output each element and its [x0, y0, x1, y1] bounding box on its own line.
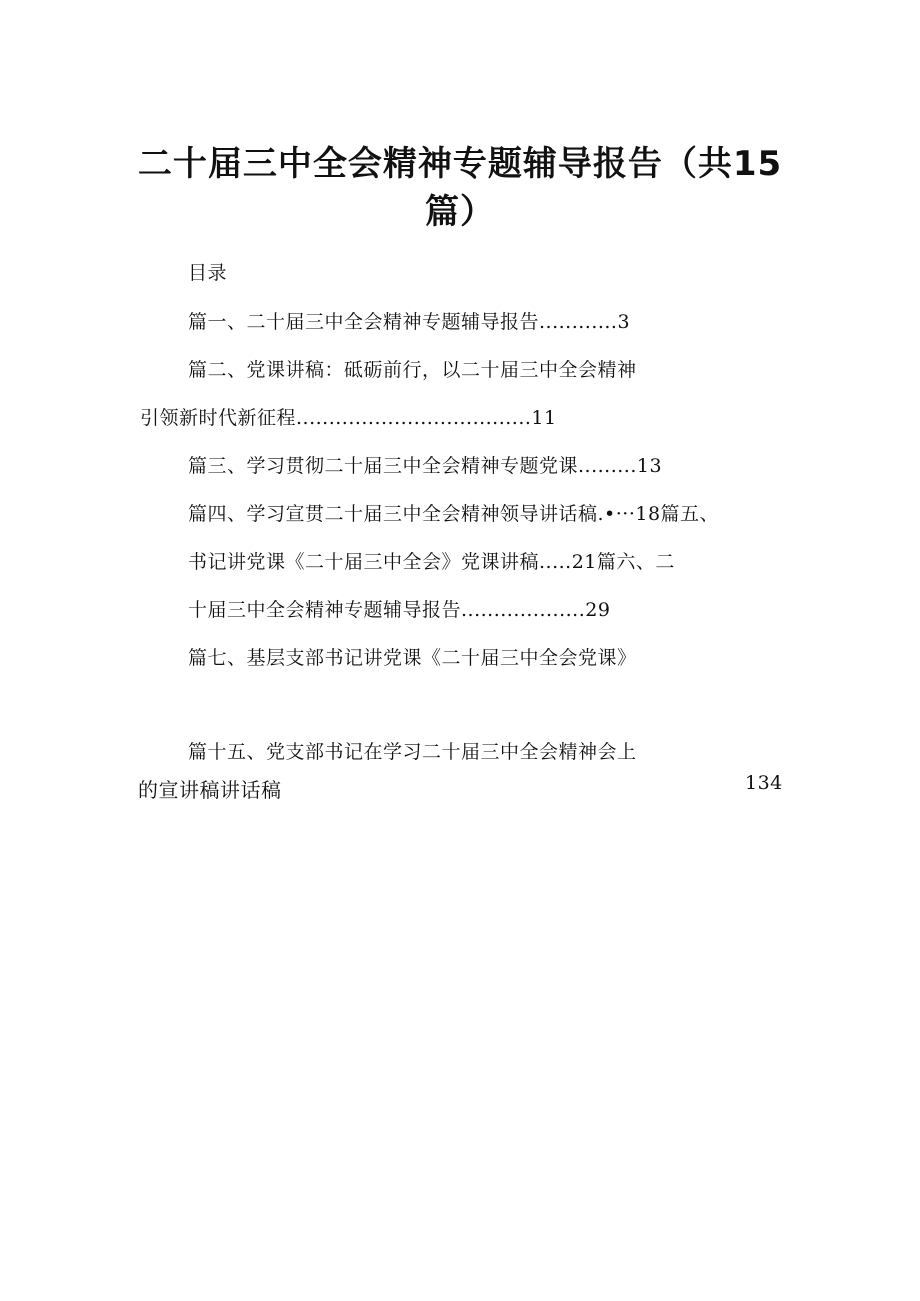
toc-entry-2-line-2: 引领新时代新征程....................................11 [140, 407, 557, 429]
document-title-line-1: 二十届三中全会精神专题辅导报告（共15 [137, 144, 783, 184]
toc-entry-15-line-2: 的宣讲稿讲话稿 [138, 778, 282, 802]
toc-entry-3: 篇三、学习贯彻二十届三中全会精神专题党课.........13 [188, 455, 663, 477]
toc-heading: 目录 [188, 262, 228, 284]
toc-entry-15-page: 134 [745, 772, 783, 794]
toc-entry-2-line-1: 篇二、党课讲稿：砥砺前行，以二十届三中全会精神 [188, 359, 637, 381]
toc-entry-6: 十届三中全会精神专题辅导报告...................29 [188, 599, 611, 621]
toc-entry-15-line-1: 篇十五、党支部书记在学习二十届三中全会精神会上 [188, 741, 637, 763]
toc-entry-7: 篇七、基层支部书记讲党课《二十届三中全会党课》 [188, 647, 637, 669]
toc-entry-4: 篇四、学习宣贯二十届三中全会精神领导讲话稿.•···18篇五、 [188, 503, 720, 525]
toc-entry-1: 篇一、二十届三中全会精神专题辅导报告............3 [188, 311, 631, 333]
document-title-line-2: 篇） [425, 192, 495, 232]
toc-entry-5: 书记讲党课《二十届三中全会》党课讲稿.....21篇六、二 [188, 551, 675, 573]
